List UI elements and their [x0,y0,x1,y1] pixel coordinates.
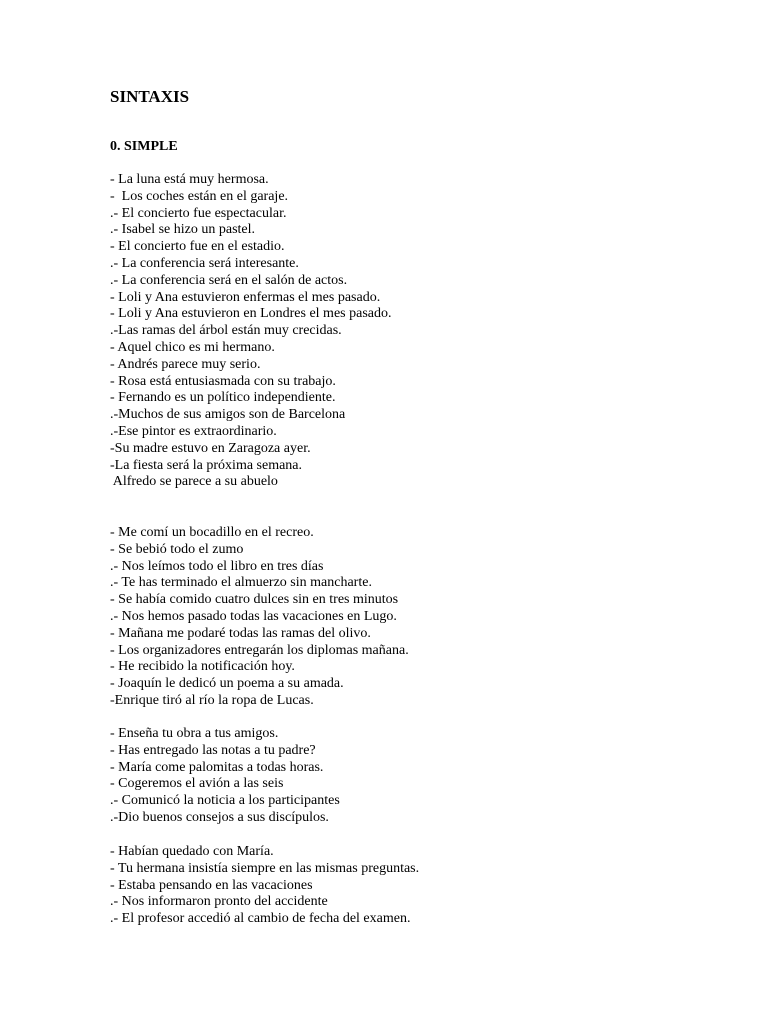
document-title: SINTAXIS [110,87,190,106]
sentence-block-4 [110,844,419,928]
sentence-line: - Fernando es un político independiente. [110,390,336,406]
sentence-line: - Rosa está entusiasmada con su trabajo. [110,373,336,389]
section-heading: 0. SIMPLE [110,139,178,154]
sentence-block-1 [110,172,391,491]
sentence-line: - Los coches están en el garaje. [110,188,289,204]
sentence-line: - He recibido la notificación hoy. [110,659,295,675]
sentence-line: .-Ese pintor es extraordinario. [110,423,277,439]
sentence-line: - Joaquín le dedicó un poema a su amada. [110,676,344,692]
sentence-line: - Me comí un bocadillo en el recreo. [110,525,314,540]
sentence-line: .- Nos leímos todo el libro en tres días [110,558,324,574]
sentence-line: .- Nos informaron pronto del accidente [110,894,328,910]
sentence-line: .-Dio buenos consejos a sus discípulos. [110,809,329,825]
sentence-line: - Cogeremos el avión a las seis [110,776,284,792]
sentence-line: .- Nos hemos pasado todas las vacaciones en Lugo. [110,608,397,624]
sentence-line: .- La conferencia será en el salón de actos. [110,272,348,288]
sentence-line: - Loli y Ana estuvieron en Londres el mes pasado. [110,306,392,322]
sentence-line: .- El profesor accedió al cambio de fecha del examen. [110,911,411,927]
sentence-line: .- Isabel se hizo un pastel. [110,222,256,238]
sentence-line: - Los organizadores entregarán los diplomas mañana. [110,642,409,658]
sentence-line: - Tu hermana insistía siempre en las mismas preguntas. [110,860,420,876]
sentence-line: .- Comunicó la noticia a los participantes [110,793,340,809]
sentence-line: .-Muchos de sus amigos son de Barcelona [110,407,346,423]
sentence-line: - Habían quedado con María. [110,844,274,859]
sentence-line: -Enrique tiró al río la ropa de Lucas. [110,692,314,708]
sentence-line: - Se bebió todo el zumo [110,541,244,557]
sentence-line: - Aquel chico es mi hermano. [110,339,275,355]
sentence-line: - Andrés parece muy serio. [110,356,261,372]
sentence-line: - Mañana me podaré todas las ramas del olivo. [110,625,371,641]
sentence-line: - Se había comido cuatro dulces sin en tres minutos [110,592,399,608]
sentence-line: .- La conferencia será interesante. [110,255,299,271]
sentence-line: - El concierto fue en el estadio. [110,239,285,255]
sentence-block-3 [110,726,340,827]
sentence-line: - María come palomitas a todas horas. [110,759,324,775]
sentence-line: .- El concierto fue espectacular. [110,205,287,221]
sentence-line: - La luna está muy hermosa. [110,172,269,187]
sentence-line: - Has entregado las notas a tu padre? [110,742,316,758]
sentence-line: Alfredo se parece a su abuelo [110,474,278,490]
sentence-line: - Enseña tu obra a tus amigos. [110,726,279,741]
sentence-line: - Estaba pensando en las vacaciones [110,877,313,893]
sentence-line: .-Las ramas del árbol están muy crecidas. [110,323,342,339]
sentence-line: .- Te has terminado el almuerzo sin mancharte. [110,575,372,591]
sentence-line: -La fiesta será la próxima semana. [110,457,303,473]
sentence-block-2 [110,525,409,710]
sentence-line: - Loli y Ana estuvieron enfermas el mes pasado. [110,289,381,305]
sentence-line: -Su madre estuvo en Zaragoza ayer. [110,440,311,456]
